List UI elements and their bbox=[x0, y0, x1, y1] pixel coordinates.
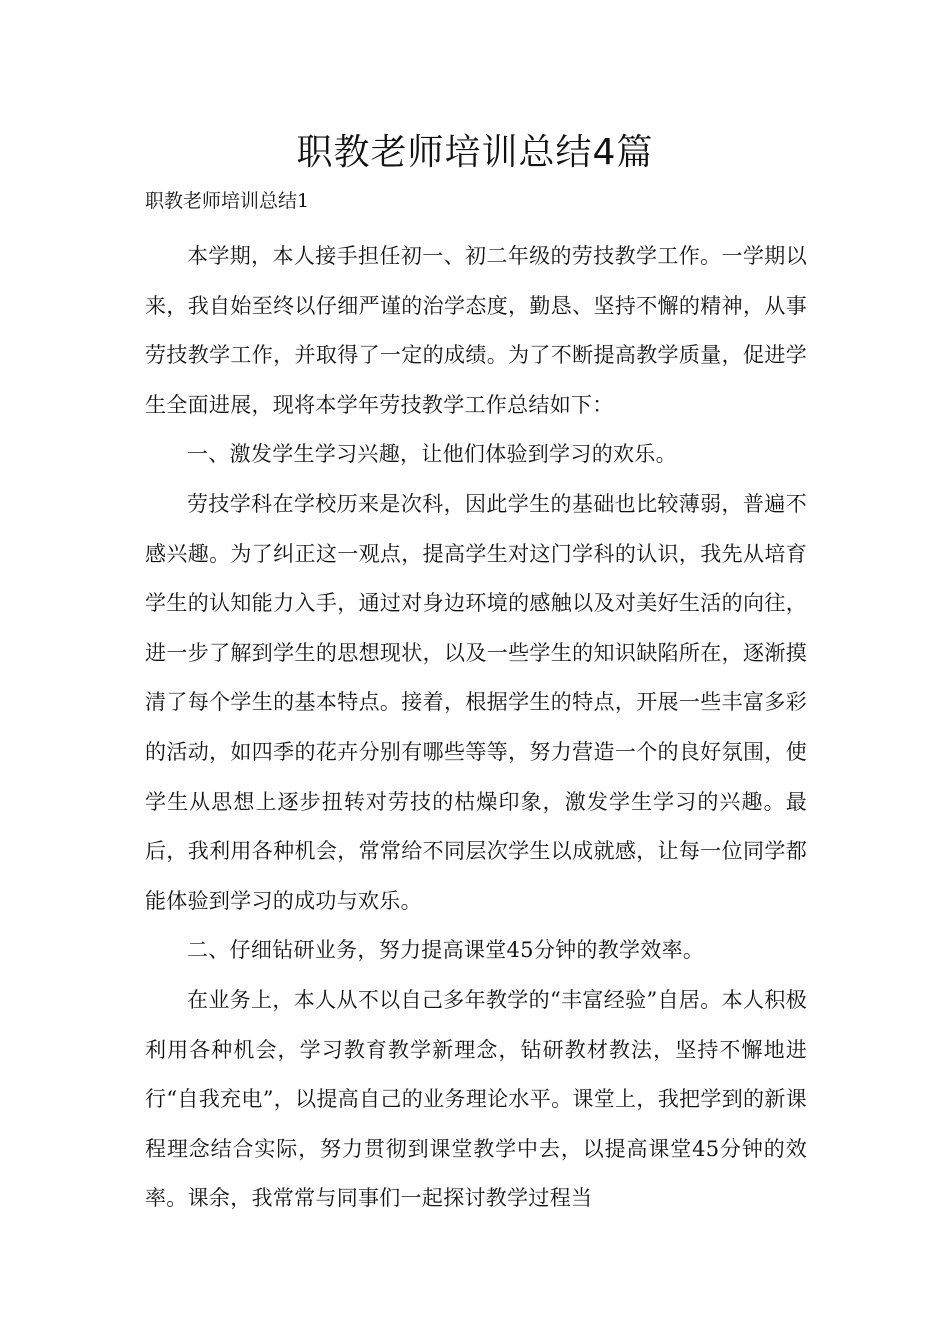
document-title: 职教老师培训总结4篇 bbox=[296, 132, 654, 173]
paragraph-section-2: 在业务上，本人从不以自己多年教学的“丰富经验”自居。本人积极利用各种机会，学习教育教学新理念，钻研教材教法，坚持不懈地进行“自我充电”，以提高自己的业务理论水平。课堂上，我把学到的新课程理念结合实际，努力贯彻到课堂教学中去，以提高课堂45分钟的效率。课余，我常常与同事们一起探讨教学过程当 bbox=[145, 987, 807, 1211]
section-heading-1: 一、激发学生学习兴趣，让他们体验到学习的欢乐。 bbox=[187, 442, 677, 467]
section-heading-2: 二、仔细钻研业务，努力提高课堂45分钟的教学效率。 bbox=[187, 938, 705, 963]
document-body bbox=[145, 232, 807, 1224]
paragraph-section-1: 劳技学科在学校历来是次科，因此学生的基础也比较薄弱，普遍不感兴趣。为了纠正这一观点，提高学生对这门学科的认识，我先从培育学生的认知能力入手，通过对身边环境的感触以及对美好生活的向往，进一步了解到学生的思想现状，以及一些学生的知识缺陷所在，逐渐摸清了每个学生的基本特点。接着，根据学生的特点，开展一些丰富多彩的活动，如四季的花卉分别有哪些等等，努力营造一个的良好氛围，使学生从思想上逐步扭转对劳技的枯燥印象，激发学生学习的兴趣。最后，我利用各种机会，常常给不同层次学生以成就感，让每一位同学都能体验到学习的成功与欢乐。 bbox=[145, 491, 807, 913]
section-subtitle: 职教老师培训总结1 bbox=[145, 190, 310, 212]
paragraph-intro: 本学期，本人接手担任初一、初二年级的劳技教学工作。一学期以来，我自始至终以仔细严谨的治学态度，勤恳、坚持不懈的精神，从事劳技教学工作，并取得了一定的成绩。为了不断提高教学质量，促进学生全面进展，现将本学年劳技教学工作总结如下： bbox=[145, 244, 807, 417]
